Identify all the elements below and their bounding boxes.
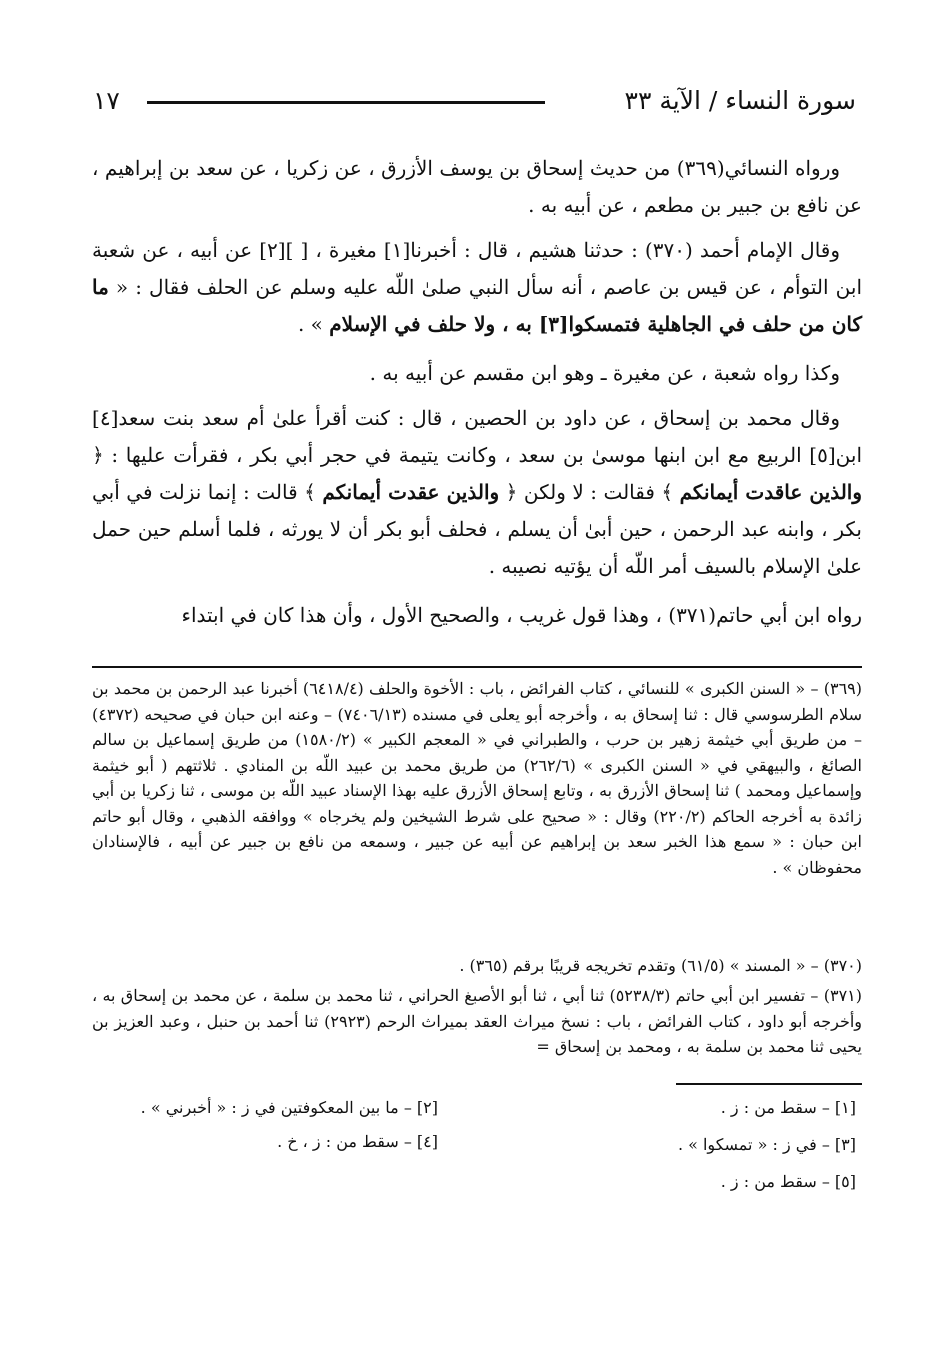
paragraph-1-text: ورواه النسائي(٣٦٩) من حديث إسحاق بن يوسف الأزرق ، عن زكريا ، عن سعد بن إبراهيم ، عن نافع بن جبير بن مطعم ، عن أبيه به .	[92, 156, 862, 217]
variant-note-3: [٣] – في ز : « تمسكوا » .	[677, 1135, 856, 1154]
paragraph-3-text: وكذا رواه شعبة ، عن مغيرة ـ وهو ابن مقسم عن أبيه به .	[369, 361, 840, 385]
footnote-371: (٣٧١) – تفسير ابن أبي حاتم (٥٢٣٨/٣) ثنا أبي ، ثنا أبو الأصبغ الحراني ، ثنا محمد بن سلمة ، عن محمد بن إسحاق به ، وأخرجه أبو داود ، كتاب الفرائض ، باب : نسخ ميراث العقد بميراث الرحم (٢٩٢٣) ثنا أحمد بن حنبل ، وعبد العزيز بن يحيى ثنا محمد بن سلمة به ، ومحمد بن إسحاق =	[92, 986, 863, 1056]
quran-quote-2: والذين عقدت أيمانكم	[322, 480, 500, 504]
variant-note-4: [٤] – سقط من : ز ، خ .	[277, 1132, 438, 1151]
hadith-text: ما كان من حلف في الجاهلية فتمسكوا[٣] به ، ولا حلف في الإسلام	[92, 275, 862, 336]
footnote-rule	[92, 666, 862, 668]
header-rule	[147, 101, 545, 104]
paragraph-5-text: رواه ابن أبي حاتم(٣٧١) ، وهذا قول غريب ، والصحيح الأول ، وأن هذا كان في ابتداء	[181, 603, 862, 627]
footnote-370: (٣٧٠) – « المسند » (٦١/٥) وتقدم تخريجه قريبًا برقم (٣٦٥) .	[459, 956, 862, 975]
variant-note-5: [٥] – سقط من : ز .	[720, 1172, 856, 1191]
paragraph-1	[92, 150, 862, 224]
quran-quote-1: والذين عاقدت أيمانكم	[679, 480, 863, 504]
paragraph-4-text-a: وقال محمد بن إسحاق ، عن داود بن الحصين ، قال : كنت أقرأ علىٰ أم سعد بنت سعد[٤] ابن[٥] الربيع مع ابن ابنها موسىٰ بن سعد ، وكانت يتيمة في حجر أبي بكر ، فقرأت عليها : ﴿	[92, 406, 862, 467]
page-number: ١٧	[93, 86, 120, 115]
paragraph-2	[92, 232, 862, 343]
variant-note-1: [١] – سقط من : ز .	[720, 1098, 856, 1117]
paragraph-2-text-a: وقال الإمام أحمد (٣٧٠) : حدثنا هشيم ، قال : أخبرنا[١] مغيرة ، [ ][٢] عن أبيه ، عن شعبة ابن التوأم ، عن قيس بن عاصم ، أنه سأل النبي صلىٰ اللّه عليه وسلم عن الحلف فقال : «	[92, 238, 862, 299]
paragraph-4-text-c: ﴾ فقالت : لا ولكن ﴿	[499, 480, 680, 504]
paragraph-3	[92, 355, 862, 392]
variant-note-2: [٢] – ما بين المعكوفتين في ز : « أخبرني » .	[140, 1098, 438, 1117]
surah-title: سورة النساء / الآية ٣٣	[624, 86, 856, 115]
paragraph-2-text-c: » .	[297, 312, 330, 336]
footnote-369: (٣٦٩) – « السنن الكبرى » للنسائي ، كتاب الفرائض ، باب : الأخوة والحلف (٦٤١٨/٤) أخبرنا عبد الرحمن بن محمد بن سلام الطرسوسي قال : ثنا إسحاق به ، وأخرجه أبو يعلى في مسنده (٧٤٠٦/١٣) – وعنه ابن حبان في صحيحه (٤٣٧٢) – من طريق أبي خيثمة زهير بن حرب ، والطبراني في « المعجم الكبير » (١٥٨٠/٢) من طريق إسماعيل بن سالم الصائغ ، والبيهقي في « السنن الكبرى » (٢٦٢/٦) من طريق محمد بن عبيد اللّه بن المنادي . ثلاثتهم ( أبو خيثمة وإسماعيل ومحمد ) ثنا إسحاق الأزرق به ، وتابع إسحاق الأزرق عليه بهذا الإسناد عبيد اللّه بن موسى ، ثنا زكريا بن أبي زائدة به أخرجه الحاكم (٢٢٠/٢) وقال : « صحيح على شرط الشيخين ولم يخرجاه » ووافقه الذهبي ، وقال أبو حاتم ابن حبان : « سمع هذا الخبر سعد بن إبراهيم عن أبيه عن جبير ، وسمعه من نافع بن جبير عن أبيه ، فالإسنادان محفوظان » .	[92, 679, 863, 877]
paragraph-4-text-e: ﴾ قالت : إنما نزلت في أبي بكر ، وابنه عبد الرحمن ، حين أبىٰ أن يسلم ، فحلف أبو بكر أن لا يورثه ، فلما أسلم حين حمل علىٰ الإسلام بالسيف أمر اللّه أن يؤتيه نصيبه .	[92, 480, 862, 578]
paragraph-5	[92, 597, 862, 634]
paragraph-4	[92, 400, 862, 585]
variants-rule	[676, 1083, 862, 1085]
